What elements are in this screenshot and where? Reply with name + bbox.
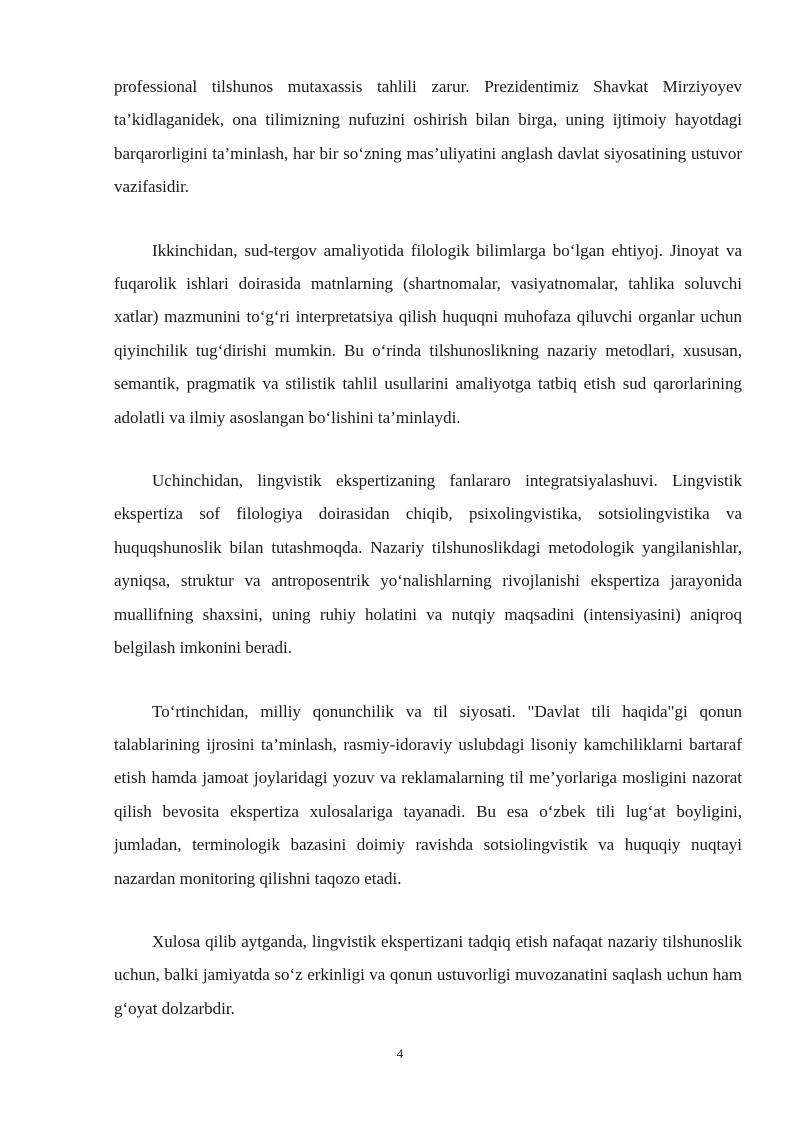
paragraph-third-point: Uchinchidan, lingvistik ekspertizaning fanlararo integratsiyalashuvi. Lingvistik ekspertiza sof filologiya doirasidan chiqib, psixolingvistika, sotsiolingvistika va huquqshunoslik bilan tutashmoqda. Nazariy tilshunoslikdagi metodologik yangilanishlar, ayniqsa, struktur va antroposentrik yo‘nalishlarning rivojlanishi ekspertiza jarayonida muallifning shaxsini, uning ruhiy holatini va nutqiy maqsadini (intensiyasini) aniqroq belgilash imkonini beradi. [114,471,742,658]
paragraph-continuation: professional tilshunos mutaxassis tahlili zarur. Prezidentimiz Shavkat Mirziyoyev ta’kidlaganidek, ona tilimizning nufuzini oshirish bilan birga, uning ijtimoiy hayotdagi barqarorligini ta’minlash, har bir so‘zning mas’uliyatini anglash davlat siyosatining ustuvor vazifasidir. [114,77,742,197]
paragraph-second-point: Ikkinchidan, sud-tergov amaliyotida filologik bilimlarga bo‘lgan ehtiyoj. Jinoyat va fuqarolik ishlari doirasida matnlarning (shartnomalar, vasiyatnomalar, tahlika soluvchi xatlar) mazmunini to‘g‘ri interpretatsiya qilish huquqni muhofaza qiluvchi organlar uchun qiyinchilik tug‘dirishi mumkin. Bu o‘rinda tilshunoslikning nazariy metodlari, xususan, semantik, pragmatik va stilistik tahlil usullarini amaliyotga tatbiq etish sud qarorlarining adolatli va ilmiy asoslangan bo‘lishini ta’minlaydi. [114,240,742,427]
page-body [114,70,742,1055]
page-number: 4 [396,1046,404,1061]
paragraph-fourth-point: To‘rtinchidan, milliy qonunchilik va til siyosati. "Davlat tili haqida"gi qonun talablarining ijrosini ta’minlash, rasmiy-idoraviy uslubdagi lisoniy kamchiliklarni bartaraf etish hamda jamoat joylaridagi yozuv va reklamalarning til me’yorlariga mosligini nazorat qilish bevosita ekspertiza xulosalariga tayanadi. Bu esa o‘zbek tili lug‘at boyligini, jumladan, terminologik bazasini doimiy ravishda sotsiolingvistik va huquqiy nuqtayi nazardan monitoring qilishni taqozo etadi. [114,701,742,888]
paragraph-conclusion: Xulosa qilib aytganda, lingvistik ekspertizani tadqiq etish nafaqat nazariy tilshunoslik uchun, balki jamiyatda so‘z erkinligi va qonun ustuvorligi muvozanatini saqlash uchun ham g‘oyat dolzarbdir. [114,931,742,1018]
